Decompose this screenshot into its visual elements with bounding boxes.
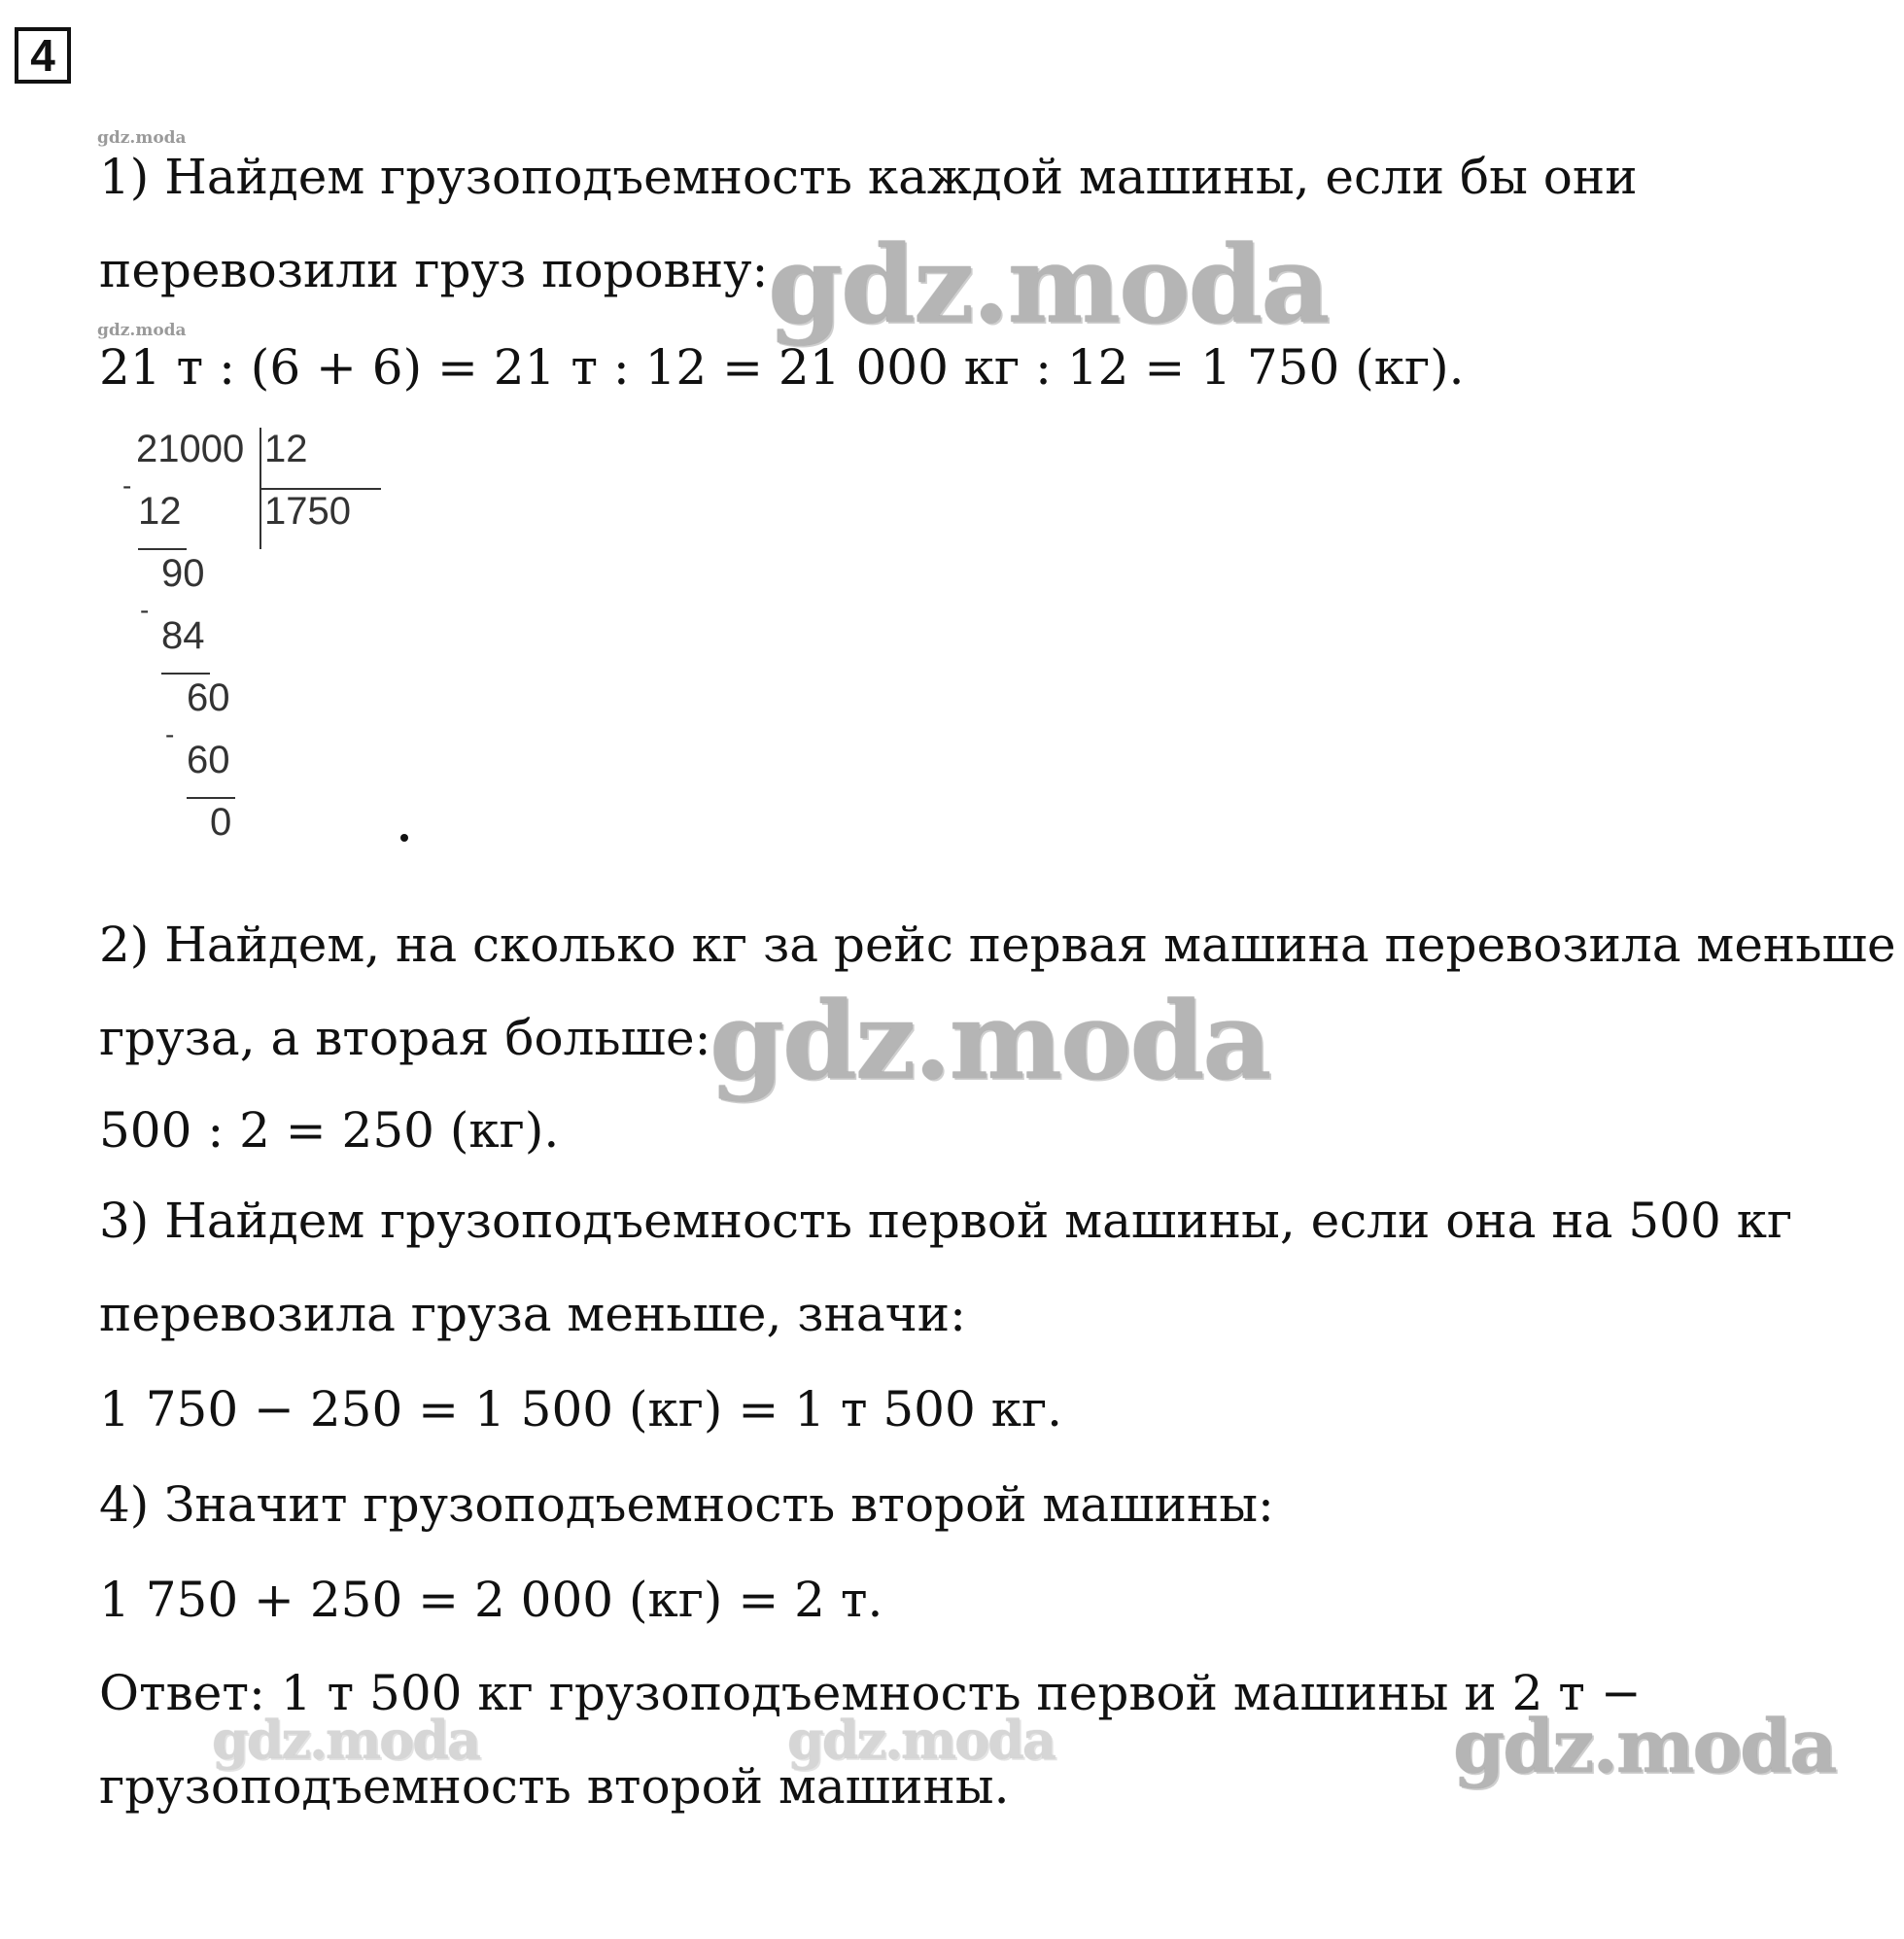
- step2-line1: 2) Найдем, на сколько кг за рейс первая машина перевозила меньше: [99, 917, 1896, 973]
- task-number-box: 4: [15, 27, 71, 84]
- division-dividend: 21000: [136, 428, 245, 470]
- watermark-large: gdz.moda: [1453, 1703, 1836, 1789]
- watermark-medium: gdz.moda: [212, 1709, 479, 1771]
- watermark-small: gdz.moda: [97, 128, 187, 148]
- watermark-large: gdz.moda: [710, 978, 1270, 1103]
- division-underline: [187, 797, 235, 799]
- answer-line1: Ответ: 1 т 500 кг грузоподъемность первой машины и 2 т −: [99, 1665, 1642, 1721]
- step4-line1: 4) Значит грузоподъемность второй машины:: [99, 1476, 1274, 1533]
- step2-line2: груза, а вторая больше:: [99, 1010, 711, 1066]
- division-row: 84: [161, 614, 205, 657]
- minus-sign: -: [122, 470, 132, 501]
- division-divisor: 12: [264, 428, 308, 470]
- step2-calc: 500 : 2 = 250 (кг).: [99, 1102, 560, 1159]
- step3-line1: 3) Найдем грузоподъемность первой машины, если она на 500 кг: [99, 1193, 1793, 1249]
- step1-calc: 21 т : (6 + 6) = 21 т : 12 = 21 000 кг : 12 = 1 750 (кг).: [99, 339, 1465, 396]
- step3-line2: перевозила груза меньше, значи:: [99, 1286, 966, 1342]
- division-row: 60: [187, 676, 230, 719]
- division-row: 60: [187, 739, 230, 781]
- watermark-large: gdz.moda: [768, 222, 1329, 347]
- division-row: 12: [138, 490, 182, 533]
- division-quotient: 1750: [264, 490, 351, 533]
- watermark-medium: gdz.moda: [787, 1709, 1055, 1771]
- division-underline: [161, 673, 210, 675]
- answer-line2: грузоподъемность второй машины.: [99, 1758, 1010, 1815]
- watermark-small: gdz.moda: [97, 321, 187, 340]
- division-row: 90: [161, 552, 205, 595]
- step3-calc: 1 750 − 250 = 1 500 (кг) = 1 т 500 кг.: [99, 1381, 1063, 1437]
- minus-sign: -: [140, 595, 150, 625]
- minus-sign: -: [165, 719, 175, 749]
- step1-line1: 1) Найдем грузоподъемность каждой машины, если бы они: [99, 149, 1638, 205]
- step4-calc: 1 750 + 250 = 2 000 (кг) = 2 т.: [99, 1572, 883, 1628]
- division-underline: [138, 548, 187, 550]
- period-dot: [400, 834, 408, 842]
- division-row: 0: [210, 801, 232, 844]
- step1-line2: перевозили груз поровну:: [99, 242, 769, 298]
- long-division: [117, 428, 389, 855]
